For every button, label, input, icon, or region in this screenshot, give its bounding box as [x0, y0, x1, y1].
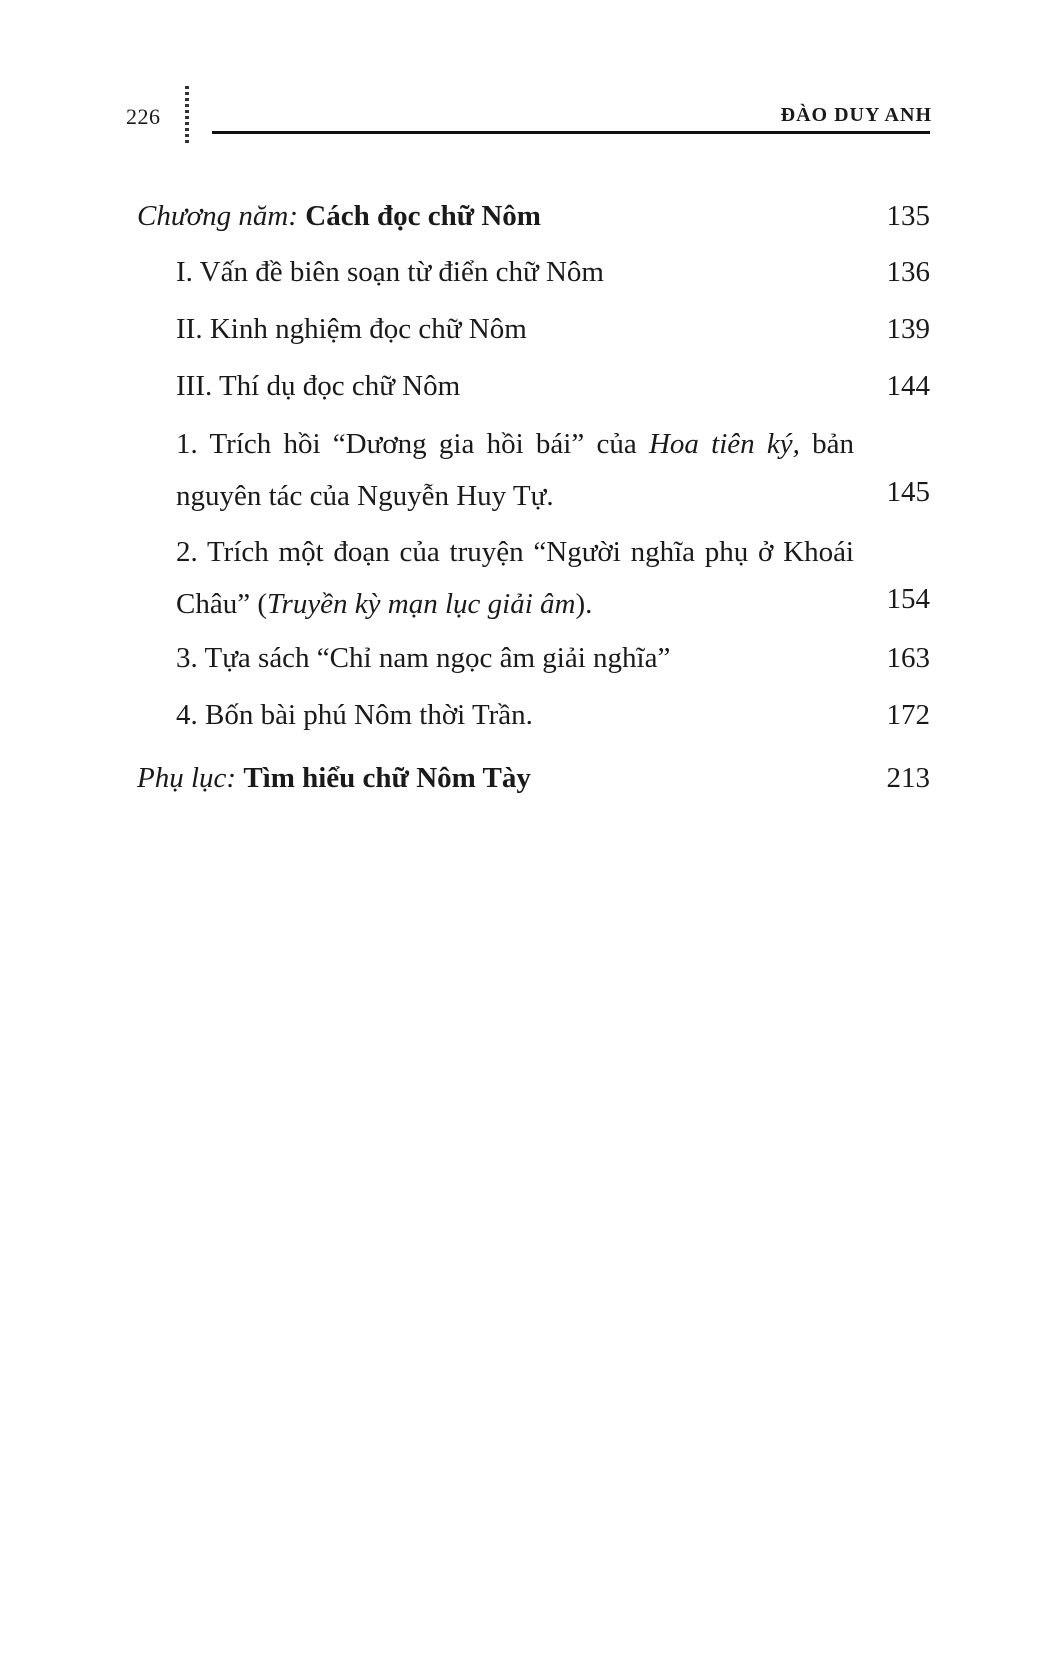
toc-entry-title: III. Thí dụ đọc chữ Nôm: [176, 370, 461, 402]
toc-page-number: 139: [886, 313, 930, 345]
toc-page-number: 163: [886, 642, 930, 674]
header-ornament: [185, 86, 189, 146]
toc-page-number: 145: [886, 476, 930, 508]
toc-page-number: 154: [886, 583, 930, 615]
toc-entry-italic: Truyền kỳ mạn lục giải âm: [267, 588, 576, 620]
toc-entry-text-end: ).: [575, 588, 593, 620]
toc-page-number: 144: [886, 370, 930, 402]
toc-entry-text: 1. Trích hồi “Dương gia hồi bái” của: [176, 428, 649, 460]
chapter-title: Cách đọc chữ Nôm: [305, 200, 541, 232]
toc-entry-title: [137, 752, 531, 804]
toc-item-2: [176, 526, 854, 630]
toc-page-number: 172: [886, 699, 930, 731]
chapter-label: Chương năm:: [137, 200, 298, 232]
toc-entry-title: [137, 190, 541, 242]
toc-page-number: 213: [886, 762, 930, 794]
toc-entry-text: 2. Trích một đoạn của truyện “Người nghĩa phụ ở Khoái Châu” (: [176, 536, 854, 620]
toc-entry-title: II. Kinh nghiệm đọc chữ Nôm: [176, 313, 527, 345]
appendix-title: Tìm hiểu chữ Nôm Tày: [243, 762, 531, 794]
toc-entry-title: 4. Bốn bài phú Nôm thời Trần.: [176, 699, 533, 731]
toc-item-1: [176, 418, 854, 522]
toc-entry-italic: Hoa tiên ký,: [648, 428, 800, 460]
toc-page-number: 136: [886, 256, 930, 288]
running-head: ĐÀO DUY ANH: [780, 104, 932, 126]
appendix-label: Phụ lục:: [137, 762, 237, 794]
toc-page-number: 135: [886, 200, 930, 232]
toc-entry-title: 3. Tựa sách “Chỉ nam ngọc âm giải nghĩa”: [176, 642, 671, 674]
toc-entry-title: I. Vấn đề biên soạn từ điển chữ Nôm: [176, 256, 604, 288]
page-number: 226: [126, 104, 161, 129]
header-rule: [212, 131, 930, 134]
toc-entry-text-end: bản nguyên tác của Nguyễn Huy Tự.: [176, 428, 854, 512]
